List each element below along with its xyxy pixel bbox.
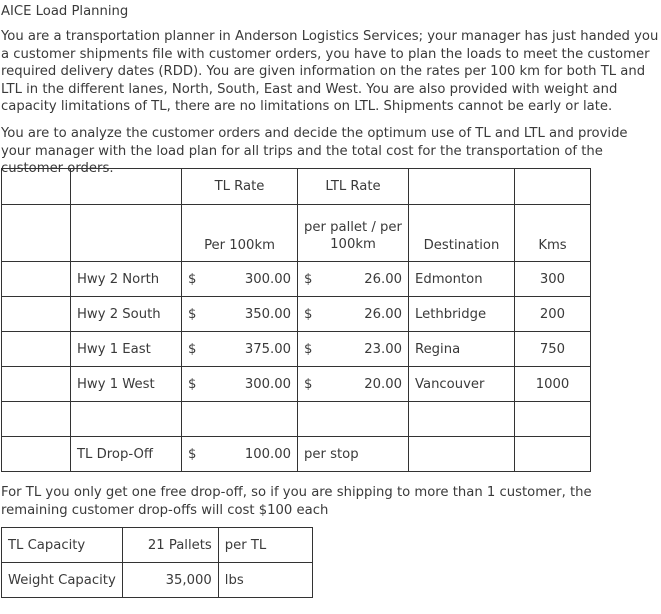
- dropoff-label: TL Drop-Off: [71, 437, 182, 472]
- task-paragraph: You are to analyze the customer orders and decide the optimum use of TL and LTL and provide your manager with the load plan for all trips and the total cost for the transportation of the customer orders.: [1, 126, 628, 177]
- ltl-currency: $: [304, 271, 313, 287]
- tl-value: 300.00: [244, 376, 291, 392]
- ltl-rate-cell: [298, 297, 409, 332]
- tl-value: 350.00: [244, 306, 291, 322]
- ltl-currency: $: [304, 341, 313, 357]
- lane-cell: Hwy 1 West: [71, 367, 182, 402]
- destination-header: Destination: [409, 205, 515, 262]
- destination-cell: Vancouver: [409, 367, 515, 402]
- per-100km-header: Per 100km: [182, 205, 298, 262]
- ltl-value: 26.00: [364, 306, 402, 322]
- table-row: [2, 262, 591, 297]
- dropoff-rate-cell: [182, 437, 298, 472]
- rate-table-header-row: [2, 169, 591, 205]
- destination-cell: Regina: [409, 332, 515, 367]
- rate-table: [1, 168, 591, 472]
- tl-rate-cell: [182, 297, 298, 332]
- rate-table-subheader-row: [2, 205, 591, 262]
- table-row: [2, 297, 591, 332]
- table-row: [2, 332, 591, 367]
- lane-cell: Hwy 2 South: [71, 297, 182, 332]
- table-row: [2, 528, 313, 563]
- ltl-currency: $: [304, 306, 313, 322]
- capacity-table: [1, 527, 313, 598]
- dropoff-note: For TL you only get one free drop-off, so if you are shipping to more than 1 customer, the remaining customer drop-offs will cost $100 each: [1, 485, 592, 518]
- tl-rate-header: TL Rate: [182, 169, 298, 205]
- per-pallet-header: per pallet / per 100km: [298, 205, 409, 262]
- dropoff-unit: per stop: [298, 437, 409, 472]
- ltl-value: 20.00: [364, 376, 402, 392]
- intro-paragraph: You are a transportation planner in Anderson Logistics Services; your manager has just handed you a customer shipments file with customer orders, you have to plan the loads to meet the customer required delivery dates (RDD). You are given information on the rates per 100 km for both TL and LTL in the different lanes, North, South, East and West. You are also provided with weight and capacity limitations of TL, there are no limitations on LTL. Shipments cannot be early or late.: [1, 29, 659, 115]
- destination-cell: Edmonton: [409, 262, 515, 297]
- lane-cell: Hwy 2 North: [71, 262, 182, 297]
- tl-rate-cell: [182, 262, 298, 297]
- dropoff-row: [2, 437, 591, 472]
- dropoff-currency: $: [188, 446, 197, 462]
- capacity-value: 35,000: [122, 563, 218, 598]
- ltl-value: 26.00: [364, 271, 402, 287]
- capacity-label: TL Capacity: [2, 528, 123, 563]
- capacity-unit: lbs: [218, 563, 312, 598]
- kms-cell: 1000: [515, 367, 591, 402]
- kms-cell: 300: [515, 262, 591, 297]
- ltl-value: 23.00: [364, 341, 402, 357]
- capacity-label: Weight Capacity: [2, 563, 123, 598]
- tl-rate-cell: [182, 332, 298, 367]
- table-row: [2, 367, 591, 402]
- tl-currency: $: [188, 376, 197, 392]
- lane-cell: Hwy 1 East: [71, 332, 182, 367]
- ltl-rate-cell: [298, 332, 409, 367]
- ltl-rate-cell: [298, 367, 409, 402]
- capacity-unit: per TL: [218, 528, 312, 563]
- tl-rate-cell: [182, 367, 298, 402]
- page-title: AICE Load Planning: [1, 4, 129, 19]
- kms-cell: 750: [515, 332, 591, 367]
- tl-value: 300.00: [244, 271, 291, 287]
- capacity-value: 21 Pallets: [122, 528, 218, 563]
- table-row: [2, 563, 313, 598]
- empty-row: [2, 402, 591, 437]
- destination-cell: Lethbridge: [409, 297, 515, 332]
- ltl-rate-cell: [298, 262, 409, 297]
- kms-cell: 200: [515, 297, 591, 332]
- dropoff-value: 100.00: [244, 446, 291, 462]
- kms-header: Kms: [515, 205, 591, 262]
- tl-currency: $: [188, 341, 197, 357]
- ltl-rate-header: LTL Rate: [298, 169, 409, 205]
- tl-value: 375.00: [244, 341, 291, 357]
- tl-currency: $: [188, 271, 197, 287]
- tl-currency: $: [188, 306, 197, 322]
- ltl-currency: $: [304, 376, 313, 392]
